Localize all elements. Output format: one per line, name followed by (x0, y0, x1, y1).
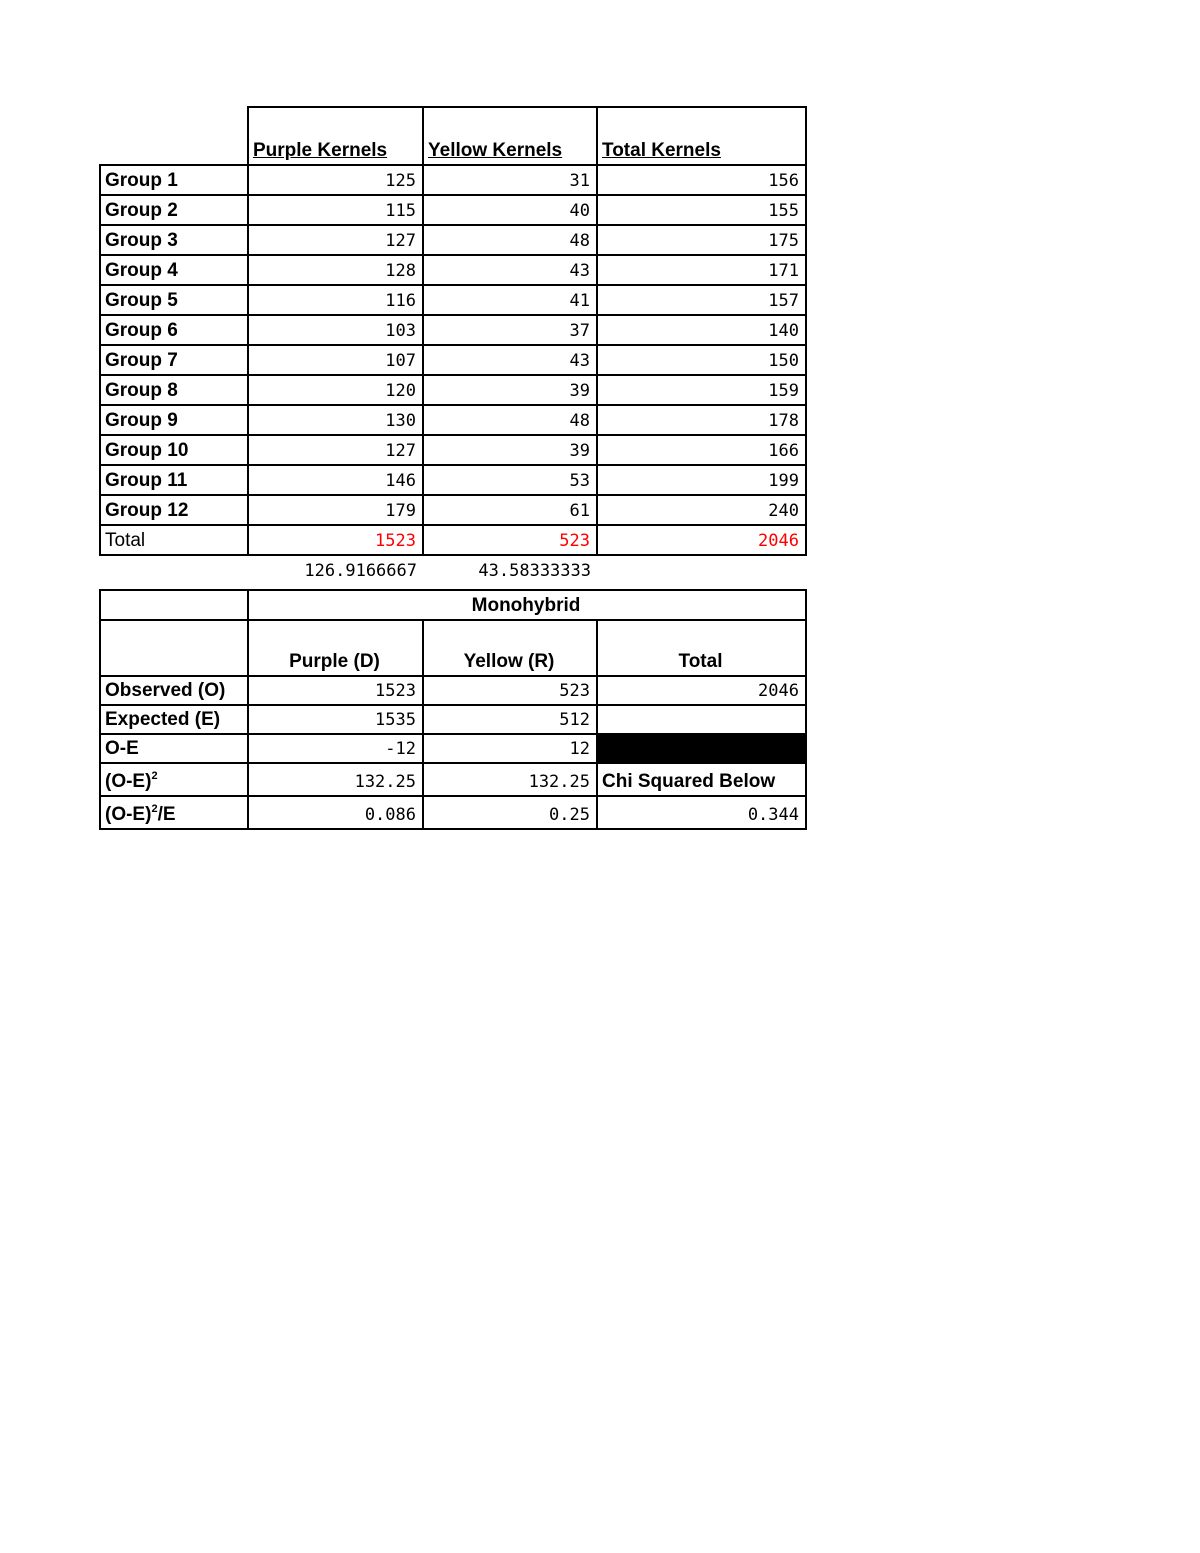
group-label[interactable]: Group 12 (100, 495, 248, 525)
o-minus-e-squared-yellow-cell[interactable]: 132.25 (423, 763, 597, 796)
yellow-cell[interactable]: 53 (423, 465, 597, 495)
total-cell[interactable]: 171 (597, 255, 806, 285)
chi-title-row (100, 590, 806, 620)
title-corner-cell[interactable] (100, 590, 248, 620)
total-header[interactable]: Total (597, 620, 806, 676)
o-minus-e-squared-purple-cell[interactable]: 132.25 (248, 763, 423, 796)
table-row (100, 165, 806, 195)
group-label[interactable]: Group 10 (100, 435, 248, 465)
purple-cell[interactable]: 128 (248, 255, 423, 285)
observed-label[interactable]: Observed (O) (100, 676, 248, 705)
total-cell[interactable]: 240 (597, 495, 806, 525)
total-cell[interactable]: 166 (597, 435, 806, 465)
o-minus-e-row (100, 734, 806, 763)
table-row (100, 495, 806, 525)
purple-cell[interactable]: 127 (248, 435, 423, 465)
kernel-header-row (100, 107, 806, 165)
grand-total-cell[interactable]: 2046 (597, 525, 806, 555)
group-label[interactable]: Group 11 (100, 465, 248, 495)
chi-component-label[interactable] (100, 796, 248, 829)
total-cell[interactable]: 150 (597, 345, 806, 375)
table-row (100, 405, 806, 435)
expected-yellow-cell[interactable]: 512 (423, 705, 597, 734)
purple-cell[interactable]: 146 (248, 465, 423, 495)
label-base: (O-E) (105, 771, 152, 792)
yellow-cell[interactable]: 43 (423, 345, 597, 375)
yellow-cell[interactable]: 48 (423, 405, 597, 435)
yellow-average-cell[interactable]: 43.58333333 (478, 561, 591, 581)
yellow-total-cell[interactable]: 523 (423, 525, 597, 555)
yellow-cell[interactable]: 43 (423, 255, 597, 285)
observed-purple-cell[interactable]: 1523 (248, 676, 423, 705)
total-cell[interactable]: 156 (597, 165, 806, 195)
chi-header-row (100, 620, 806, 676)
purple-average-cell[interactable]: 126.9166667 (304, 561, 417, 581)
table-row (100, 345, 806, 375)
chi-yellow-cell[interactable]: 0.25 (423, 796, 597, 829)
label-exponent: 2 (151, 803, 158, 815)
purple-cell[interactable]: 179 (248, 495, 423, 525)
average-empty-cell (597, 555, 806, 584)
yellow-r-header[interactable]: Yellow (R) (423, 620, 597, 676)
yellow-cell[interactable]: 31 (423, 165, 597, 195)
chi-squared-total-cell[interactable]: 0.344 (597, 796, 806, 829)
label-base: (O-E) (105, 804, 152, 825)
group-label[interactable]: Group 1 (100, 165, 248, 195)
o-minus-e-squared-label[interactable] (100, 763, 248, 796)
chi-component-row (100, 796, 806, 829)
group-label[interactable]: Group 3 (100, 225, 248, 255)
table-row (100, 225, 806, 255)
purple-cell[interactable]: 103 (248, 315, 423, 345)
yellow-cell[interactable]: 41 (423, 285, 597, 315)
purple-cell[interactable]: 130 (248, 405, 423, 435)
yellow-cell[interactable]: 39 (423, 435, 597, 465)
o-minus-e-purple-cell[interactable]: -12 (248, 734, 423, 763)
total-cell[interactable]: 199 (597, 465, 806, 495)
total-cell[interactable]: 157 (597, 285, 806, 315)
table-row (100, 255, 806, 285)
total-row (100, 525, 806, 555)
observed-yellow-cell[interactable]: 523 (423, 676, 597, 705)
table-row (100, 315, 806, 345)
monohybrid-title[interactable]: Monohybrid (248, 590, 806, 620)
observed-row (100, 676, 806, 705)
o-minus-e-yellow-cell[interactable]: 12 (423, 734, 597, 763)
label-exponent: 2 (151, 770, 158, 782)
header-corner-cell (100, 107, 248, 165)
table-row (100, 285, 806, 315)
yellow-cell[interactable]: 48 (423, 225, 597, 255)
group-label[interactable]: Group 6 (100, 315, 248, 345)
group-label[interactable]: Group 7 (100, 345, 248, 375)
total-cell[interactable]: 140 (597, 315, 806, 345)
purple-total-cell[interactable]: 1523 (248, 525, 423, 555)
yellow-cell[interactable]: 61 (423, 495, 597, 525)
table-row (100, 375, 806, 405)
purple-cell[interactable]: 107 (248, 345, 423, 375)
yellow-cell[interactable]: 37 (423, 315, 597, 345)
group-label[interactable]: Group 9 (100, 405, 248, 435)
group-label[interactable]: Group 4 (100, 255, 248, 285)
group-label[interactable]: Group 8 (100, 375, 248, 405)
total-kernels-header[interactable]: Total Kernels (597, 107, 806, 165)
yellow-cell[interactable]: 39 (423, 375, 597, 405)
average-empty-cell (100, 555, 248, 584)
chi-purple-cell[interactable]: 0.086 (248, 796, 423, 829)
table-row (100, 435, 806, 465)
yellow-cell[interactable]: 40 (423, 195, 597, 225)
observed-total-cell[interactable]: 2046 (597, 676, 806, 705)
purple-cell[interactable]: 127 (248, 225, 423, 255)
total-cell[interactable]: 175 (597, 225, 806, 255)
purple-cell[interactable]: 120 (248, 375, 423, 405)
purple-cell[interactable]: 125 (248, 165, 423, 195)
chi-squared-below-note[interactable]: Chi Squared Below (597, 763, 806, 796)
group-label[interactable]: Group 5 (100, 285, 248, 315)
purple-kernels-header[interactable]: Purple Kernels (248, 107, 423, 165)
group-label[interactable]: Group 2 (100, 195, 248, 225)
yellow-kernels-header[interactable]: Yellow Kernels (423, 107, 597, 165)
expected-purple-cell[interactable]: 1535 (248, 705, 423, 734)
label-tail: /E (157, 804, 176, 825)
purple-d-header[interactable]: Purple (D) (248, 620, 423, 676)
o-minus-e-squared-row (100, 763, 806, 796)
kernel-count-table (99, 106, 807, 584)
total-cell[interactable]: 155 (597, 195, 806, 225)
table-row (100, 465, 806, 495)
table-row (100, 195, 806, 225)
monohybrid-chi-table (99, 589, 807, 830)
header-corner-cell[interactable] (100, 620, 248, 676)
o-minus-e-label[interactable]: O-E (100, 734, 248, 763)
average-row (100, 555, 806, 584)
purple-cell[interactable]: 116 (248, 285, 423, 315)
expected-total-cell[interactable] (597, 705, 806, 734)
total-cell[interactable]: 178 (597, 405, 806, 435)
total-label[interactable]: Total (100, 525, 248, 555)
blacked-out-cell[interactable] (597, 734, 806, 763)
expected-row (100, 705, 806, 734)
total-cell[interactable]: 159 (597, 375, 806, 405)
purple-cell[interactable]: 115 (248, 195, 423, 225)
expected-label[interactable]: Expected (E) (100, 705, 248, 734)
